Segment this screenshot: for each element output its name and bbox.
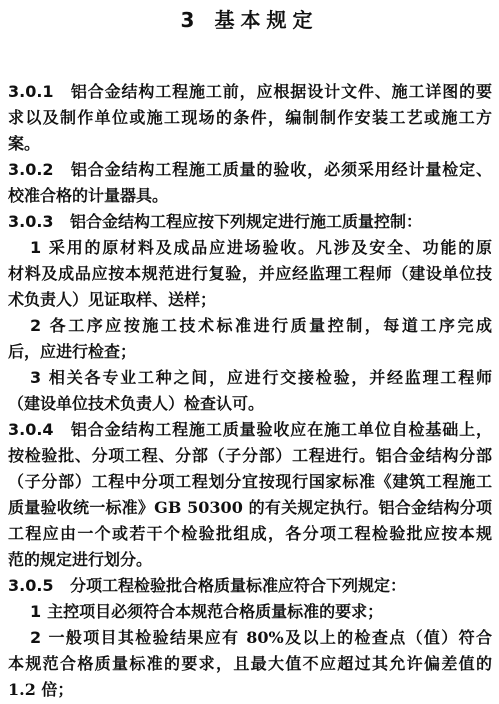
item-number: 2	[30, 316, 42, 335]
text-line: 后，应进行检查；	[8, 342, 137, 361]
text-line: （子分部）工程中分项工程划分宜按现行国家标准《建筑工程施工	[8, 472, 492, 491]
text-line: 质量验收统一标准》GB 50300 的有关规定执行。铝合金结构分项	[8, 498, 492, 517]
text-line: 3.0.2 铝合金结构工程施工质量的验收，必须采用经计量检定、	[8, 156, 492, 184]
clause-number: 3.0.5	[8, 576, 54, 595]
text-line: 3 相关各专业工种之间，应进行交接检验，并经监理工程师	[30, 368, 492, 387]
text-line: 1.2 倍；	[8, 680, 74, 699]
text-line: 求以及制作单位或施工现场的条件，编制制作安装工艺或施工方	[8, 108, 492, 127]
text-line: 3.0.4 铝合金结构工程施工质量验收应在施工单位自检基础上，	[8, 416, 492, 444]
clause-number: 3.0.2	[8, 160, 54, 179]
item-number: 1	[30, 238, 42, 257]
page-title	[0, 4, 499, 33]
text-line: 材料及成品应按本规范进行复验，并应经监理工程师（建设单位技	[8, 264, 492, 283]
item-number: 2	[30, 628, 42, 647]
item-number: 1	[30, 602, 42, 621]
text-line: （建设单位技术负责人）检查认可。	[8, 394, 265, 413]
text-line: 2 各工序应按施工技术标准进行质量控制，每道工序完成	[30, 316, 492, 335]
text-line: 3.0.5 分项工程检验批合格质量标准应符合下列规定：	[8, 572, 492, 600]
text-line: 案。	[8, 134, 41, 153]
text-line: 1 主控项目必须符合本规范合格质量标准的要求；	[30, 602, 384, 621]
text-line: 2 一般项目其检验结果应有 80%及以上的检查点（值）符合	[30, 628, 492, 647]
text-line: 本规范合格质量标准的要求，且最大值不应超过其允许偏差值的	[8, 654, 492, 673]
text-line: 工程应由一个或若干个检验批组成，各分项工程检验批应按本规	[8, 524, 492, 543]
text-line: 1 采用的原材料及成品应进场验收。凡涉及安全、功能的原	[30, 238, 492, 257]
text-line: 范的规定进行划分。	[8, 550, 153, 569]
chapter-title: 基本规定	[214, 8, 319, 32]
clause-number: 3.0.3	[8, 212, 54, 231]
text-line: 3.0.3 铝合金结构工程应按下列规定进行施工质量控制：	[8, 208, 492, 236]
clause-number: 3.0.1	[8, 82, 54, 101]
clause-number: 3.0.4	[8, 420, 54, 439]
chapter-number: 3	[180, 8, 201, 32]
text-line: 按检验批、分项工程、分部（子分部）工程进行。铝合金结构分部	[8, 446, 492, 465]
text-line: 校准合格的计量器具。	[8, 186, 169, 205]
item-number: 3	[30, 368, 42, 387]
text-line: 3.0.1 铝合金结构工程施工前，应根据设计文件、施工详图的要	[8, 78, 492, 106]
text-line: 术负责人）见证取样、送样；	[8, 290, 217, 309]
